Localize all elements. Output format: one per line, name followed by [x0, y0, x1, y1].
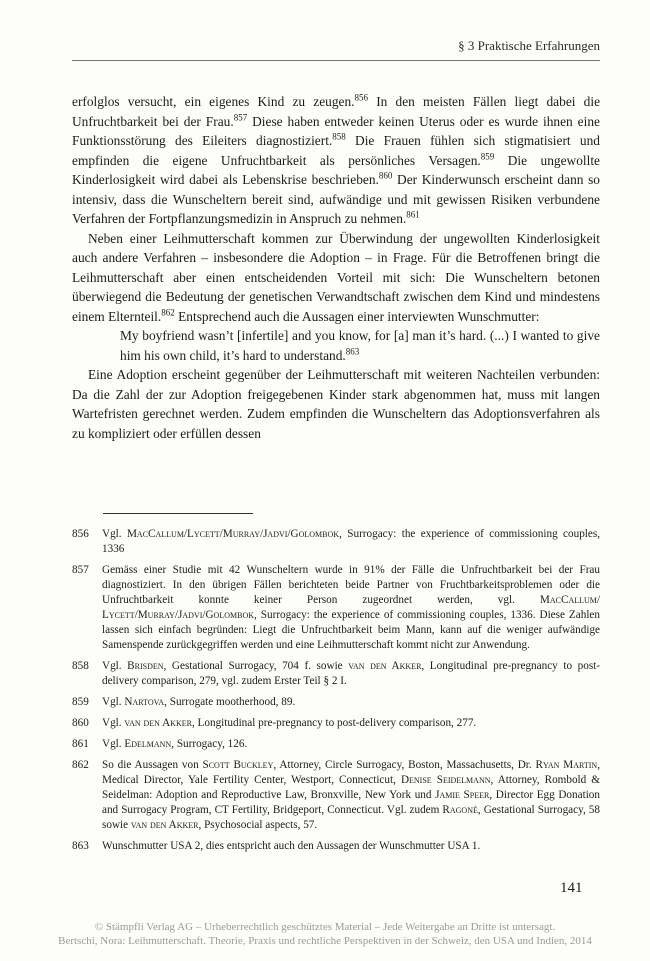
running-header: § 3 Praktische Erfahrungen	[458, 38, 600, 53]
text-run: , Attorney, Circle Surrogacy, Boston, Massachusetts, Dr.	[273, 759, 536, 771]
text-run: , Surrogacy: the experience of commissioning couples, 1336. Diese Zahlen lassen sich einfach begründen: Liegt die Unfruchtbarkeit beim Mann, kann auf die weniger aufwändige Samenspende zurückgegriffen werden und eine Leihmutterschaft kommt nicht zur Anwendung.	[102, 609, 600, 651]
footnotes	[72, 527, 600, 860]
author-name: Denise Seidelmann	[400, 774, 491, 786]
footnote-number: 860	[72, 717, 89, 729]
paragraph	[72, 365, 600, 443]
footnote-text	[102, 659, 600, 689]
text-run: Diese haben entweder keinen Uterus oder es wurde ihnen eine Funktionsstörung des Eileiters diagnostiziert.	[72, 113, 600, 148]
text-run: , Longitudinal pre-pregnancy to post-delivery comparison, 277.	[191, 717, 477, 729]
footnote-number: 861	[72, 738, 89, 750]
author-name: Edelmann	[124, 738, 172, 750]
text-run: , Gestational Surrogacy, 58 sowie	[102, 804, 600, 831]
author-name: Jamie Speer	[435, 789, 490, 801]
text-run: , Surrogate mootherhood, 89.	[164, 696, 296, 708]
text-run: Eine Adoption erscheint gegenüber der Leihmutterschaft mit weiteren Nachteilen verbunden: Da die Zahl der zur Adoption freigegebenen Kinder stark abgenommen hat, muss mit langen Wartefristen gerechnet werden. Zudem empfinden die Wunscheltern das Adoptionsverfahren als zu kompliziert oder erfüllen dessen	[72, 367, 600, 441]
text-run: , Director Egg Donation and Surrogacy Program, CT Fertility, Bridgeport, Connecticut. Vgl. zudem	[102, 789, 600, 816]
text-run: Vgl.	[102, 528, 127, 540]
author-name: Ryan Martin	[535, 759, 598, 771]
text-run: erfolglos versucht, ein eigenes Kind zu zeugen.	[72, 94, 355, 109]
text-run: , Attorney, Rombold & Seidelman: Adoption and Reproductive Law, Bronxville, New York und	[102, 774, 600, 801]
text-run: Neben einer Leihmutterschaft kommen zur Überwindung der ungewollten Kinderlosigkeit auch andere Verfahren – insbesondere die Adoption – in Frage. Für die Betroffenen bringt die Leihmutterschaft aber einen entscheidenden Vorteil mit sich: Die Wunscheltern betonen überwiegend die Bedeutung der genetischen Verwandtschaft zwischen dem Kind und mindestens einem Elternteil.	[72, 230, 600, 324]
footnote-reference: 857	[233, 112, 248, 123]
footnote	[72, 563, 600, 653]
footnote-text	[102, 527, 600, 557]
author-name: Ragoné	[442, 804, 478, 816]
author-name: van den Akker	[130, 819, 199, 831]
footnote-reference: 863	[345, 346, 360, 357]
author-name: Brisden	[127, 660, 164, 672]
footnote	[72, 659, 600, 689]
copyright-line-1: © Stämpfli Verlag AG – Urheberrechtlich geschütztes Material – Jede Weitergabe an Dritte ist untersagt.	[94, 921, 556, 933]
text-run: Vgl.	[102, 717, 125, 729]
header-rule	[72, 60, 600, 61]
copyright-notice	[0, 920, 650, 948]
text-run: Gemäss einer Studie mit 42 Wunscheltern wurde in 91% der Fälle die Unfruchtbarkeit bei der Frau diagnostiziert. In den übrigen Fällen berichteten beide Partner von Fruchtbarkeitsproblemen oder die Unfruchtbarkeit konnte keiner Person zugeordnet werden, vgl.	[102, 564, 600, 606]
page-number: 141	[560, 880, 583, 896]
text-run: , Gestational Surrogacy, 704 f. sowie	[163, 660, 349, 672]
footnote-text	[102, 758, 600, 833]
footnote-reference: 856	[354, 92, 369, 103]
text-run: Die Frauen fühlen sich stigmatisiert und empfinden die eigene Unfruchtbarkeit als persönliches Versagen.	[72, 133, 600, 168]
text-run: , Longitudinal pre-pregnancy to post-delivery comparison, 279, vgl. zudem Erster Teil § 2 I.	[102, 660, 601, 687]
author-name: van den Akker	[348, 660, 422, 672]
footnote	[72, 716, 600, 731]
footnote-reference: 862	[161, 307, 175, 318]
text-run: My boyfriend wasn’t [infertile] and you know, for [a] man it’s hard. (...) I wanted to give him his own child, it’s hard to understand.	[120, 328, 600, 363]
footnote-number: 863	[72, 840, 89, 852]
text-run: Vgl.	[102, 738, 125, 750]
footnote-reference: 859	[480, 151, 495, 162]
footnote-reference: 860	[378, 170, 393, 181]
footnote-text	[102, 737, 600, 752]
author-name: MacCallum/ Lycett/Murray/Jadvi/Golombok	[102, 594, 600, 621]
author-name: Nartova	[124, 696, 165, 708]
footnote-number: 862	[72, 759, 89, 771]
body-text	[72, 92, 600, 443]
paragraph	[72, 229, 600, 327]
text-run: Wunschmutter USA 2, dies entspricht auch den Aussagen der Wunschmutter USA 1.	[102, 840, 481, 852]
footnote-number: 856	[72, 528, 89, 540]
text-run: , Surrogacy, 126.	[171, 738, 248, 750]
text-run: In den meisten Fällen liegt dabei die Unfruchtbarkeit bei der Frau.	[72, 94, 601, 129]
footnote-text	[102, 563, 600, 653]
footnote-number: 857	[72, 564, 89, 576]
footnote-reference: 861	[406, 209, 420, 220]
text-run: So die Aussagen von	[102, 759, 203, 771]
text-run: Der Kinderwunsch erscheint dann so intensiv, dass die Wunscheltern bereit sind, aufwändige und mit gewissen Risiken verbundene Verfahren der Fortpflanzungsmedizin in Anspruch zu nehmen.	[72, 172, 600, 226]
footnote-text	[102, 716, 600, 731]
author-name: Scott Buckley	[202, 759, 274, 771]
text-run: Vgl.	[102, 696, 125, 708]
footnote-text	[102, 839, 600, 854]
text-run: Vgl.	[102, 660, 128, 672]
paragraph	[72, 92, 600, 229]
text-run: , Psychosocial aspects, 57.	[198, 819, 318, 831]
text-run: Entsprechend auch die Aussagen einer interviewten Wunschmutter:	[174, 308, 540, 324]
footnote-text	[102, 695, 600, 710]
text-run: , Medical Director, Yale Fertility Center, Westport, Connecticut,	[102, 759, 600, 786]
footnote-number: 859	[72, 696, 89, 708]
footnote	[72, 758, 600, 833]
footnote-separator	[103, 513, 253, 514]
text-run: Die ungewollte Kinderlosigkeit wird dabei als Lebenskrise beschrieben.	[72, 152, 600, 187]
footnote	[72, 737, 600, 752]
footnote-reference: 858	[332, 131, 346, 142]
footnote	[72, 839, 600, 854]
author-name: van den Akker	[124, 717, 192, 729]
footnote	[72, 527, 600, 557]
author-name: MacCallum/Lycett/Murray/Jadvi/Golombok	[126, 528, 340, 540]
text-run: , Surrogacy: the experience of commissioning couples, 1336	[102, 528, 601, 555]
block-quote	[120, 326, 600, 365]
footnote-number: 858	[72, 660, 89, 672]
copyright-line-2: Bertschi, Nora: Leihmutterschaft. Theorie, Praxis und rechtliche Perspektiven in der Schweiz, den USA und Indien, 2014	[58, 935, 592, 947]
footnote	[72, 695, 600, 710]
